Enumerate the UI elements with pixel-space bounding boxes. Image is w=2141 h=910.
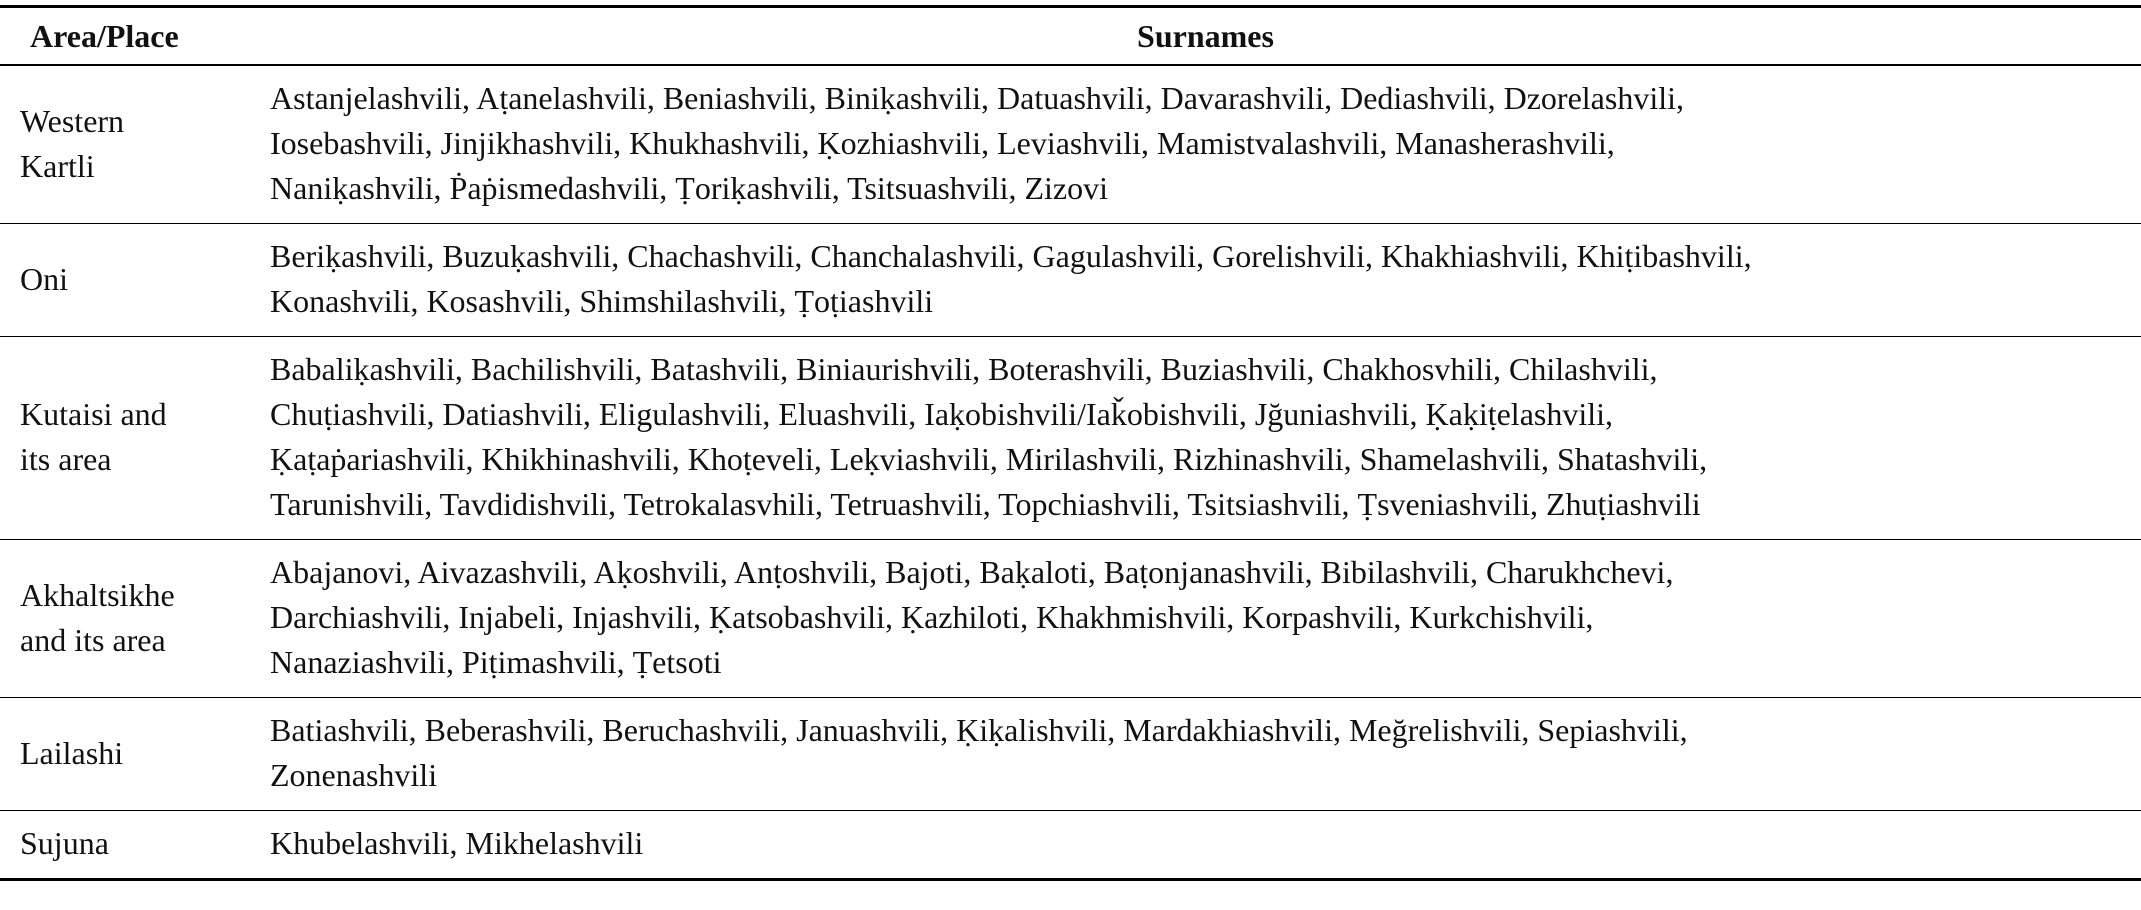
area-cell [0, 811, 270, 880]
area-line: Western [20, 102, 125, 139]
surnames-cell [270, 337, 2141, 540]
surnames-line: Konashvili, Kosashvili, Shimshilashvili, Ṭoṭiashvili [270, 283, 934, 319]
surnames-line: Darchiashvili, Injabeli, Injashvili, Ḳatsobashvili, Ḳazhiloti, Khakhmishvili, Korpashvili, Kurkchishvili, [270, 599, 1594, 635]
table-row [0, 811, 2141, 880]
surnames-line: Ḳaṭaṗariashvili, Khikhinashvili, Khoṭeveli, Leḳviashvili, Mirilashvili, Rizhinashvili, Shamelashvili, Shatashvili, [270, 441, 1708, 477]
table-row [0, 337, 2141, 540]
area-line: Lailashi [20, 734, 124, 771]
area-cell [0, 337, 270, 540]
surnames-table [0, 5, 2141, 881]
surnames-line: Zonenashvili [270, 757, 438, 793]
surnames-line: Astanjelashvili, Aṭanelashvili, Beniashvili, Biniḳashvili, Datuashvili, Davarashvili, Dediashvili, Dzorelashvili, [270, 80, 1684, 116]
area-cell [0, 224, 270, 337]
surnames-line: Chuṭiashvili, Datiashvili, Eligulashvili, Eluashvili, Iaḳobishvili/Iaǩobishvili, Jğuniashvili, Ḳaḳiṭelashvili, [270, 396, 1614, 432]
surnames-line: Iosebashvili, Jinjikhashvili, Khukhashvili, Ḳozhiashvili, Leviashvili, Mamistvalashvili, Manasherashvili, [270, 125, 1615, 161]
area-cell [0, 540, 270, 698]
surnames-line: Tarunishvili, Tavdidishvili, Tetrokalasvhili, Tetruashvili, Topchiashvili, Tsitsiashvili, Ṭsveniashvili, Zhuṭiashvili [270, 486, 1701, 522]
area-cell [0, 65, 270, 224]
table-row [0, 540, 2141, 698]
surnames-line: Abajanovi, Aivazashvili, Aḳoshvili, Anṭoshvili, Bajoti, Baḳaloti, Baṭonjanashvili, Bibilashvili, Charukhchevi, [270, 554, 1674, 590]
surnames-cell [270, 224, 2141, 337]
header-area: Area/Place [30, 17, 179, 54]
surnames-line: Khubelashvili, Mikhelashvili [270, 825, 644, 861]
area-line: and its area [20, 621, 166, 658]
table-row [0, 224, 2141, 337]
surnames-cell [270, 811, 2141, 880]
area-line: Kartli [20, 147, 95, 184]
area-line: Akhaltsikhe [20, 576, 175, 613]
header-surnames: Surnames [1137, 17, 1274, 54]
area-cell [0, 698, 270, 811]
surnames-line: Nanaziashvili, Piṭimashvili, Ṭetsoti [270, 644, 722, 680]
surnames-cell [270, 65, 2141, 224]
area-line: its area [20, 441, 112, 477]
header-row [0, 7, 2141, 66]
area-line: Sujuna [20, 825, 109, 861]
area-line: Kutaisi and [20, 396, 167, 432]
area-line: Oni [20, 260, 68, 297]
surnames-line: Naniḳashvili, Ṗaṗismedashvili, Ṭoriḳashvili, Tsitsuashvili, Zizovi [270, 170, 1108, 206]
surnames-line: Babaliḳashvili, Bachilishvili, Batashvili, Biniaurishvili, Boterashvili, Buziashvili, Chakhosvhili, Chilashvili, [270, 351, 1658, 387]
surnames-line: Beriḳashvili, Buzuḳashvili, Chachashvili, Chanchalashvili, Gagulashvili, Gorelishvili, Khakhiashvili, Khiṭibashvili, [270, 238, 1752, 274]
surnames-cell [270, 698, 2141, 811]
surnames-line: Batiashvili, Beberashvili, Beruchashvili, Januashvili, Ḳiḳalishvili, Mardakhiashvili, Meğrelishvili, Sepiashvili, [270, 712, 1688, 748]
surnames-cell [270, 540, 2141, 698]
table-row [0, 698, 2141, 811]
table-row [0, 65, 2141, 224]
